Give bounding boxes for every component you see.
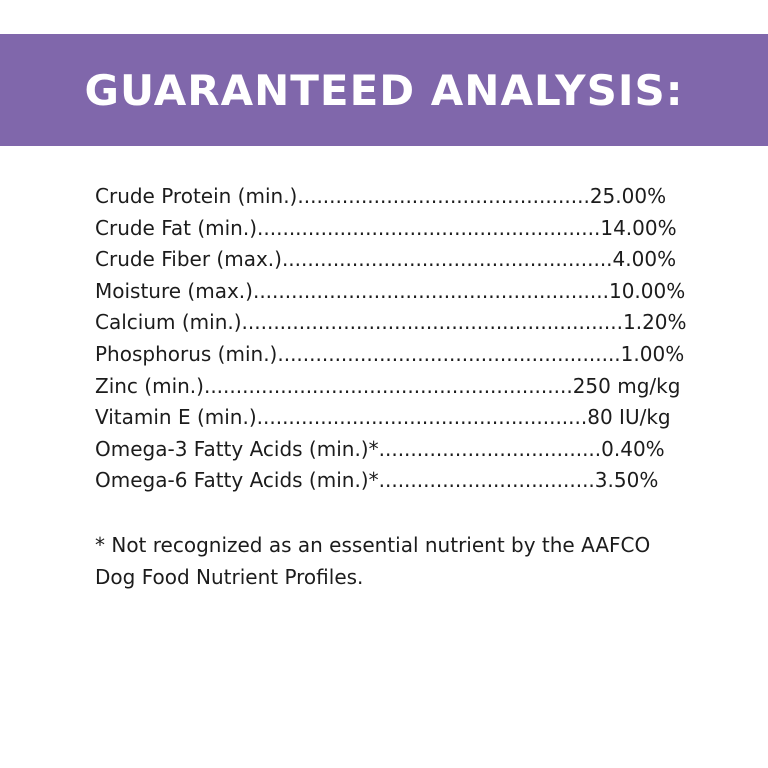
analysis-row-crude-protein [95, 181, 695, 213]
analysis-row-zinc [95, 371, 695, 403]
analysis-row-calcium [95, 307, 695, 339]
row-label: Phosphorus (min.) [95, 341, 278, 366]
dot-leader: ...................................................... [277, 341, 621, 366]
row-label: Omega-3 Fatty Acids (min.)* [95, 436, 379, 461]
row-label: Vitamin E (min.) [95, 405, 257, 430]
row-value: 1.00% [620, 341, 685, 366]
row-label: Crude Protein (min.) [95, 184, 298, 208]
analysis-row-omega-3 [95, 434, 695, 466]
row-value: 0.40% [601, 436, 665, 461]
analysis-row-omega-6 [95, 465, 695, 497]
dot-leader: .................................................... [256, 405, 588, 430]
row-label: Crude Fat (min.) [95, 215, 258, 240]
row-label: Zinc (min.) [95, 373, 204, 398]
analysis-row-phosphorus [95, 339, 695, 371]
analysis-row-crude-fiber [95, 244, 695, 276]
analysis-row-vitamin-e [95, 402, 695, 434]
row-value: 10.00% [608, 278, 686, 303]
row-label: Calcium (min.) [95, 310, 242, 335]
dot-leader: ............................................................ [241, 310, 623, 335]
dot-leader: .............................................. [297, 184, 590, 208]
dot-leader: .................................................... [281, 247, 613, 272]
guaranteed-analysis-list [95, 181, 695, 497]
row-value: 80 IU/kg [587, 405, 671, 430]
analysis-row-crude-fat [95, 213, 695, 245]
row-value: 4.00% [612, 247, 677, 272]
footnote [95, 529, 715, 593]
row-value: 25.00% [589, 184, 667, 208]
row-value: 14.00% [600, 215, 677, 240]
row-value: 250 mg/kg [572, 373, 681, 398]
dot-leader: ........................................................ [252, 278, 609, 303]
dot-leader: ...................................................... [257, 215, 601, 240]
row-value: 1.20% [622, 310, 687, 335]
footnote-line-2: Dog Food Nutrient Profiles. [95, 565, 364, 589]
analysis-row-moisture [95, 276, 695, 308]
dot-leader: .................................. [378, 468, 595, 493]
footnote-line-1: * Not recognized as an essential nutrient by the AAFCO [95, 533, 651, 557]
dot-leader: ................................... [378, 436, 602, 461]
row-label: Moisture (max.) [95, 278, 253, 303]
header-banner [0, 34, 768, 146]
row-label: Crude Fiber (max.) [95, 247, 282, 272]
page-title: GUARANTEED ANALYSIS: [84, 65, 684, 115]
dot-leader: .......................................................... [203, 373, 573, 398]
row-label: Omega-6 Fatty Acids (min.)* [95, 468, 379, 493]
row-value: 3.50% [594, 468, 659, 493]
